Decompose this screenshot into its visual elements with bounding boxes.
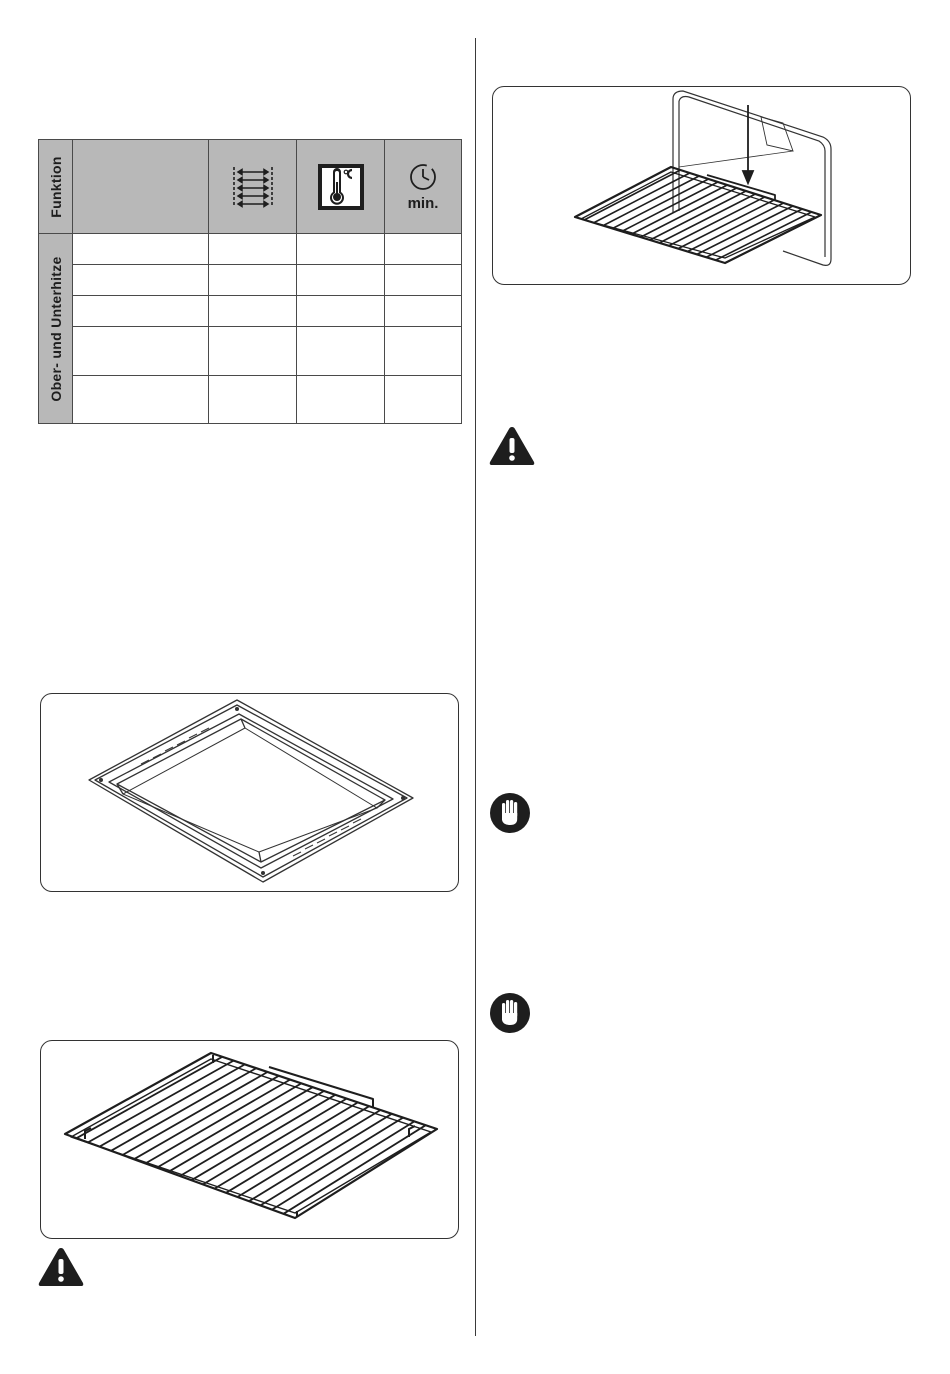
- hand-stop-icon: [489, 992, 531, 1034]
- table-cell: [385, 296, 462, 327]
- table-cell: [385, 234, 462, 265]
- table-cell: [73, 376, 209, 424]
- mode-label: Ober- und Unterhitze: [47, 255, 64, 402]
- grill-bar: [613, 179, 709, 229]
- baking-tray-icon: [41, 694, 458, 891]
- table-row: [39, 265, 462, 296]
- grill-bar: [123, 1072, 268, 1155]
- table-row: [39, 327, 462, 376]
- column-divider: [475, 38, 476, 1336]
- function-label: Funktion: [47, 155, 64, 218]
- time-header: [385, 140, 462, 234]
- grill-bar: [284, 1125, 426, 1214]
- table-cell: [209, 265, 297, 296]
- table-cell: [385, 376, 462, 424]
- grill-bar: [669, 197, 765, 246]
- table-cell: [209, 327, 297, 376]
- table-cell: [209, 376, 297, 424]
- baking-tray-illustration: [40, 693, 459, 892]
- table-row: [39, 376, 462, 424]
- grill-bar: [716, 212, 812, 260]
- grill-bar: [249, 1114, 392, 1201]
- table-cell: [385, 327, 462, 376]
- mode-label-cell: [39, 234, 73, 424]
- table-cell: [209, 234, 297, 265]
- table-cell: [209, 296, 297, 327]
- shelf-level-icon: [228, 163, 278, 211]
- grill-bar: [678, 200, 774, 249]
- cooking-table: [38, 139, 461, 423]
- table-row: [39, 296, 462, 327]
- grill-bar: [659, 194, 755, 243]
- table-cell: [385, 265, 462, 296]
- grill-bar: [688, 203, 784, 252]
- timer-icon: [407, 161, 439, 193]
- grill-bar: [157, 1083, 301, 1167]
- table-cell: [73, 296, 209, 327]
- grill-bar: [226, 1106, 369, 1193]
- wire-grill-icon: [41, 1041, 458, 1238]
- grill-bar: [111, 1068, 256, 1151]
- grill-bar: [203, 1099, 347, 1185]
- shelf-level-header: [209, 140, 297, 234]
- oven-cavity-icon: [493, 87, 910, 284]
- dish-header: [73, 140, 209, 234]
- grill-bar: [146, 1080, 291, 1164]
- warning-icon: [37, 1246, 85, 1288]
- grill-bar: [169, 1087, 313, 1172]
- grill-bar: [100, 1064, 245, 1146]
- grill-bar: [641, 188, 737, 237]
- table-cell: [73, 234, 209, 265]
- grill-bar: [706, 209, 802, 257]
- temperature-header: [297, 140, 385, 234]
- hand-stop-icon: [489, 792, 531, 834]
- temperature-icon: [316, 162, 366, 212]
- table-cell: [297, 265, 385, 296]
- wire-grill-illustration: [40, 1040, 459, 1239]
- grill-bar: [134, 1076, 279, 1159]
- table-cell: [297, 296, 385, 327]
- grill-bar: [650, 191, 746, 240]
- grill-bar: [594, 173, 690, 223]
- grill-bar: [238, 1110, 381, 1197]
- grill-bar: [272, 1121, 414, 1209]
- grill-bar: [697, 206, 793, 254]
- warning-icon: [488, 425, 536, 467]
- table-cell: [297, 327, 385, 376]
- grill-bar: [88, 1061, 234, 1143]
- grill-bar: [215, 1102, 358, 1188]
- grill-bar: [77, 1057, 223, 1138]
- grill-insertion-illustration: [492, 86, 911, 285]
- table-row: [39, 234, 462, 265]
- function-header: [39, 140, 73, 234]
- minutes-label: min.: [407, 195, 439, 212]
- grill-bar: [584, 170, 680, 220]
- table-cell: [73, 265, 209, 296]
- table-header-row: [39, 140, 462, 234]
- table-cell: [73, 327, 209, 376]
- table-cell: [297, 376, 385, 424]
- grill-bar: [192, 1095, 336, 1180]
- grill-bar: [603, 176, 699, 226]
- grill-bar: [180, 1091, 324, 1176]
- table-cell: [297, 234, 385, 265]
